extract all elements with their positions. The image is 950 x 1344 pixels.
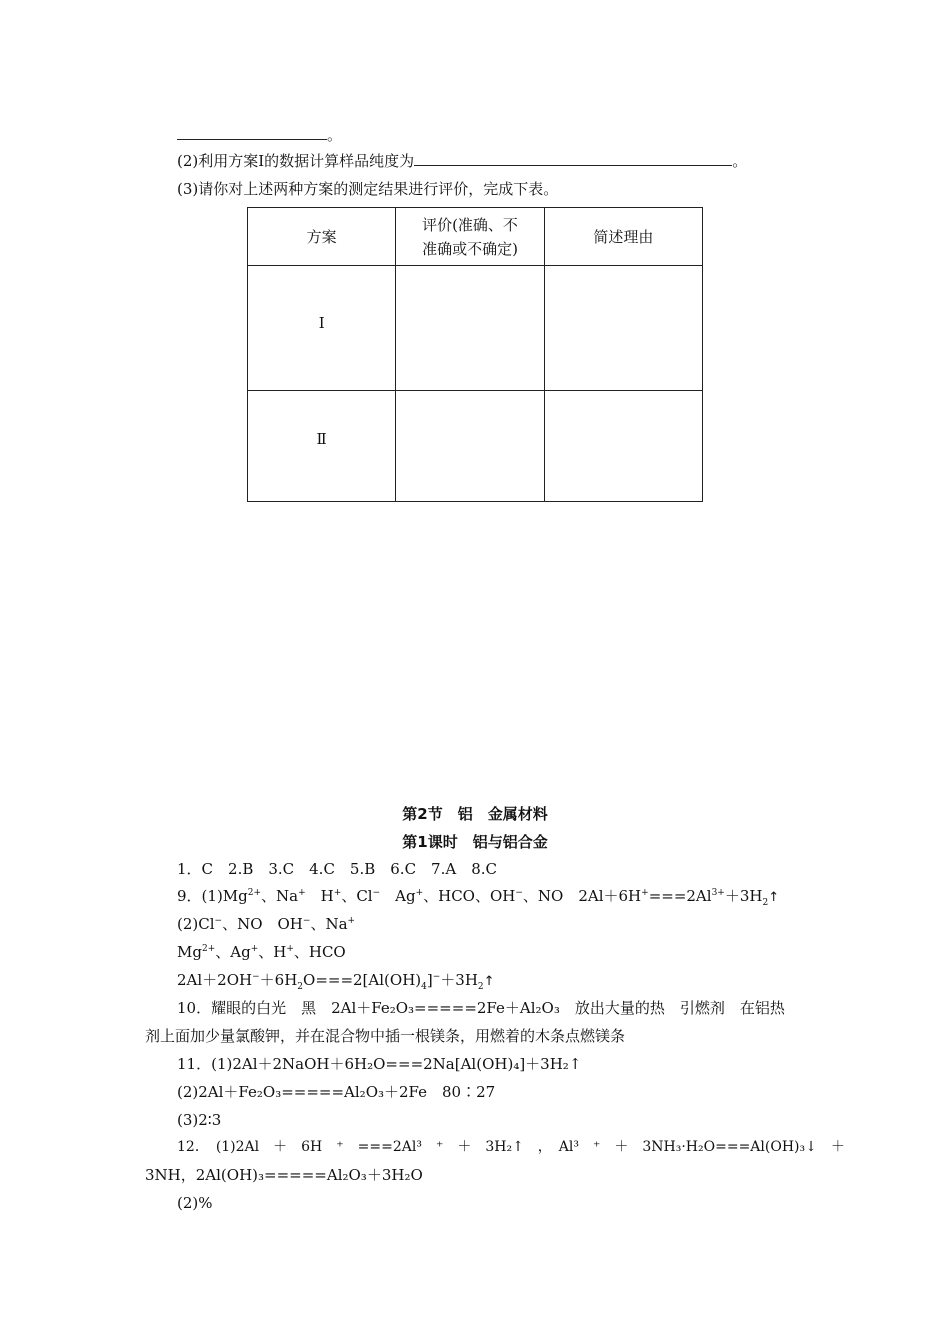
evaluation-table — [247, 207, 703, 502]
answer-blank[interactable] — [177, 125, 327, 140]
answer-line-4: $Mg^{2+}$、Ag+、H+、HCO — [177, 943, 346, 961]
up-arrow-icon: ↑ — [483, 974, 495, 989]
q3-line — [177, 179, 558, 199]
answer-blank[interactable] — [414, 151, 732, 166]
answer-line-6: 10．耀眼的白光 黑 2Al＋Fe₂O₃=====2Fe＋Al₂O₃ 放出大量的热 引燃剂 在铝热 — [177, 999, 785, 1017]
answer-line-11: 12． (1)2Al ＋ 6H ⁺ ===2Al³ ⁺ ＋ 3H₂↑ ， Al³ ⁺ ＋ 3NH₃·H₂O===Al(OH)₃↓ ＋ — [177, 1139, 845, 1155]
answer-line-7: 剂上面加少量氯酸钾，并在混合物中插一根镁条，用燃着的木条点燃镁条 — [145, 1027, 626, 1045]
header-evaluation: 评价(准确、不 准确或不确定) — [396, 208, 544, 266]
answer-line-10: (3)2∶3 — [177, 1111, 222, 1129]
answer-line-13: (2)% — [177, 1194, 213, 1212]
answer-line-12: 3NH，2Al(OH)₃=====Al₂O₃＋3H₂O — [145, 1166, 423, 1184]
plan-cell: Ⅱ — [248, 391, 396, 502]
table-header-row — [248, 208, 703, 266]
table-row — [248, 391, 703, 502]
header-reason: 简述理由 — [544, 208, 702, 266]
answer-line-2: 9．$(1)Mg^{2+}$、Na+ H+、Cl− Ag+、HCO、OH−、NO $2Al+6H^+===2Al^{3+}+3H_2↑$ — [177, 887, 780, 908]
answer-line-8: 11．(1)2Al＋2NaOH＋6H₂O===2Na[Al(OH)₄]＋3H₂↑ — [177, 1055, 582, 1073]
header-plan: 方案 — [248, 208, 396, 266]
evaluation-cell[interactable] — [396, 391, 544, 502]
q2-text: (2)利用方案Ⅰ的数据计算样品纯度为 — [177, 152, 415, 170]
q3-text: (3)请你对上述两种方案的测定结果进行评价，完成下表。 — [177, 180, 559, 198]
q1-answer-line: 。 — [177, 125, 342, 145]
section-title: 第2节 铝 金属材料 — [402, 805, 548, 823]
answer-line-9: (2)2Al＋Fe₂O₃=====Al₂O₃＋2Fe 80∶27 — [177, 1083, 496, 1101]
answer-line-3: (2)Cl−、NO OH−、Na+ — [177, 915, 356, 933]
up-arrow-icon: ↑ — [768, 890, 780, 905]
reason-cell[interactable] — [544, 266, 702, 391]
evaluation-cell[interactable] — [396, 266, 544, 391]
q2-line: (2)利用方案Ⅰ的数据计算样品纯度为 。 — [177, 152, 748, 170]
answer-line-1: 1．C 2.B 3.C 4.C 5.B 6.C 7.A 8.C — [177, 860, 497, 878]
reason-cell[interactable] — [544, 391, 702, 502]
table-row — [248, 266, 703, 391]
lesson-title: 第1课时 铝与铝合金 — [402, 833, 548, 851]
plan-cell: Ⅰ — [248, 266, 396, 391]
answer-line-5: $2Al+2OH^-+6H_2O===2[Al(OH)_4]^-+3H_2↑$ — [177, 971, 495, 992]
